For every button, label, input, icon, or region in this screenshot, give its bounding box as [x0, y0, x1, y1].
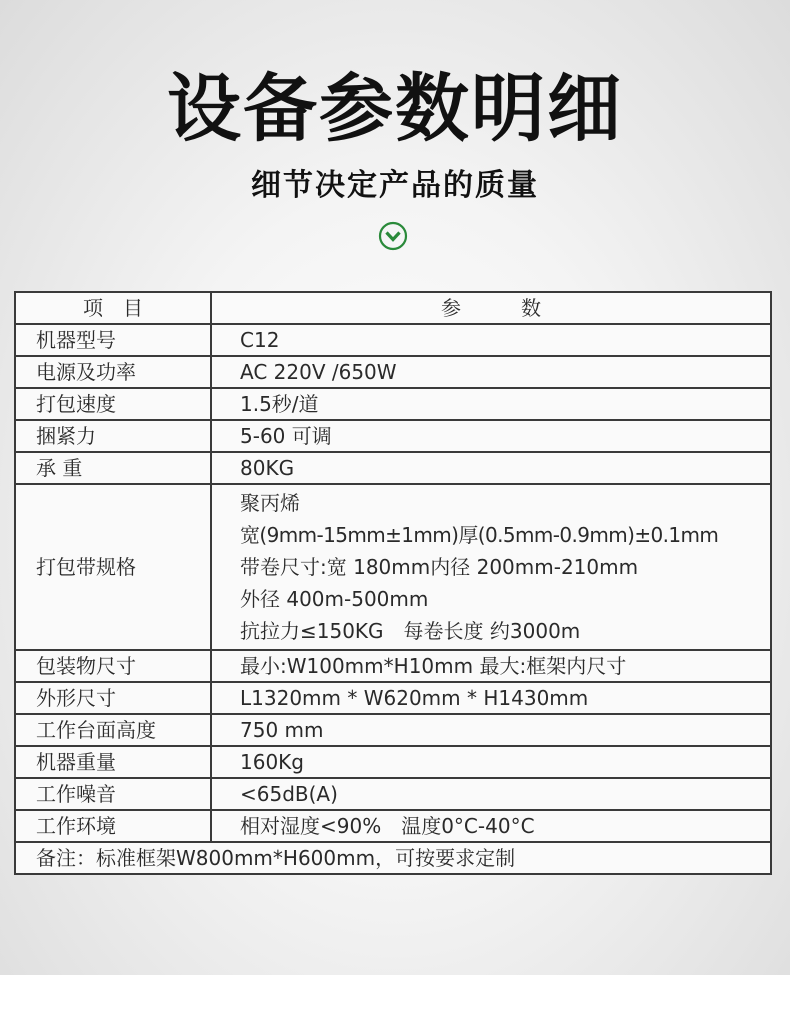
table-row	[15, 778, 771, 810]
row-label: 工作环境	[15, 810, 211, 842]
table-row	[15, 324, 771, 356]
row-label: 捆紧力	[15, 420, 211, 452]
spec-line: 抗拉力≤150KG 每卷长度 约3000m	[240, 619, 581, 643]
table-header-row	[15, 292, 771, 324]
table-row	[15, 682, 771, 714]
spec-line: 聚丙烯	[240, 491, 300, 515]
row-value: 相对湿度<90% 温度0°C-40°C	[211, 810, 771, 842]
row-value: 1.5秒/道	[211, 388, 771, 420]
table-note-row	[15, 842, 771, 874]
spec-line: 宽(9mm-15mm±1mm)厚(0.5mm-0.9mm)±0.1mm	[240, 523, 719, 547]
page-title: 设备参数明细	[167, 66, 623, 152]
row-value: C12	[211, 324, 771, 356]
row-label: 包装物尺寸	[15, 650, 211, 682]
row-value: L1320mm * W620mm * H1430mm	[211, 682, 771, 714]
row-value: AC 220V /650W	[211, 356, 771, 388]
row-label: 机器型号	[15, 324, 211, 356]
table-row	[15, 810, 771, 842]
row-value: 最小:W100mm*H10mm 最大:框架内尺寸	[211, 650, 771, 682]
table-row	[15, 452, 771, 484]
row-value: 80KG	[211, 452, 771, 484]
row-label: 打包带规格	[15, 484, 211, 650]
row-label: 工作噪音	[15, 778, 211, 810]
table-row	[15, 356, 771, 388]
header-item: 项 目	[15, 292, 211, 324]
row-value: 160Kg	[211, 746, 771, 778]
table-row	[15, 650, 771, 682]
table-row	[15, 714, 771, 746]
spec-table	[14, 291, 772, 875]
row-value: 5-60 可调	[211, 420, 771, 452]
table-row-strap-spec	[15, 484, 771, 650]
row-label: 打包速度	[15, 388, 211, 420]
table-row	[15, 388, 771, 420]
page-subtitle: 细节决定产品的质量	[251, 168, 539, 203]
chevron-down-circle-icon	[378, 221, 408, 251]
row-label: 电源及功率	[15, 356, 211, 388]
row-label: 机器重量	[15, 746, 211, 778]
header-param: 参 数	[211, 292, 771, 324]
spec-line: 外径 400m-500mm	[240, 587, 429, 611]
row-label: 承 重	[15, 452, 211, 484]
row-label: 工作台面高度	[15, 714, 211, 746]
row-value: <65dB(A)	[211, 778, 771, 810]
table-row	[15, 746, 771, 778]
row-label: 外形尺寸	[15, 682, 211, 714]
table-note: 备注：标准框架W800mm*H600mm，可按要求定制	[15, 842, 771, 874]
table-row	[15, 420, 771, 452]
row-value: 750 mm	[211, 714, 771, 746]
spec-line: 带卷尺寸:宽 180mm内径 200mm-210mm	[240, 555, 639, 579]
strap-spec-lines	[211, 484, 771, 650]
